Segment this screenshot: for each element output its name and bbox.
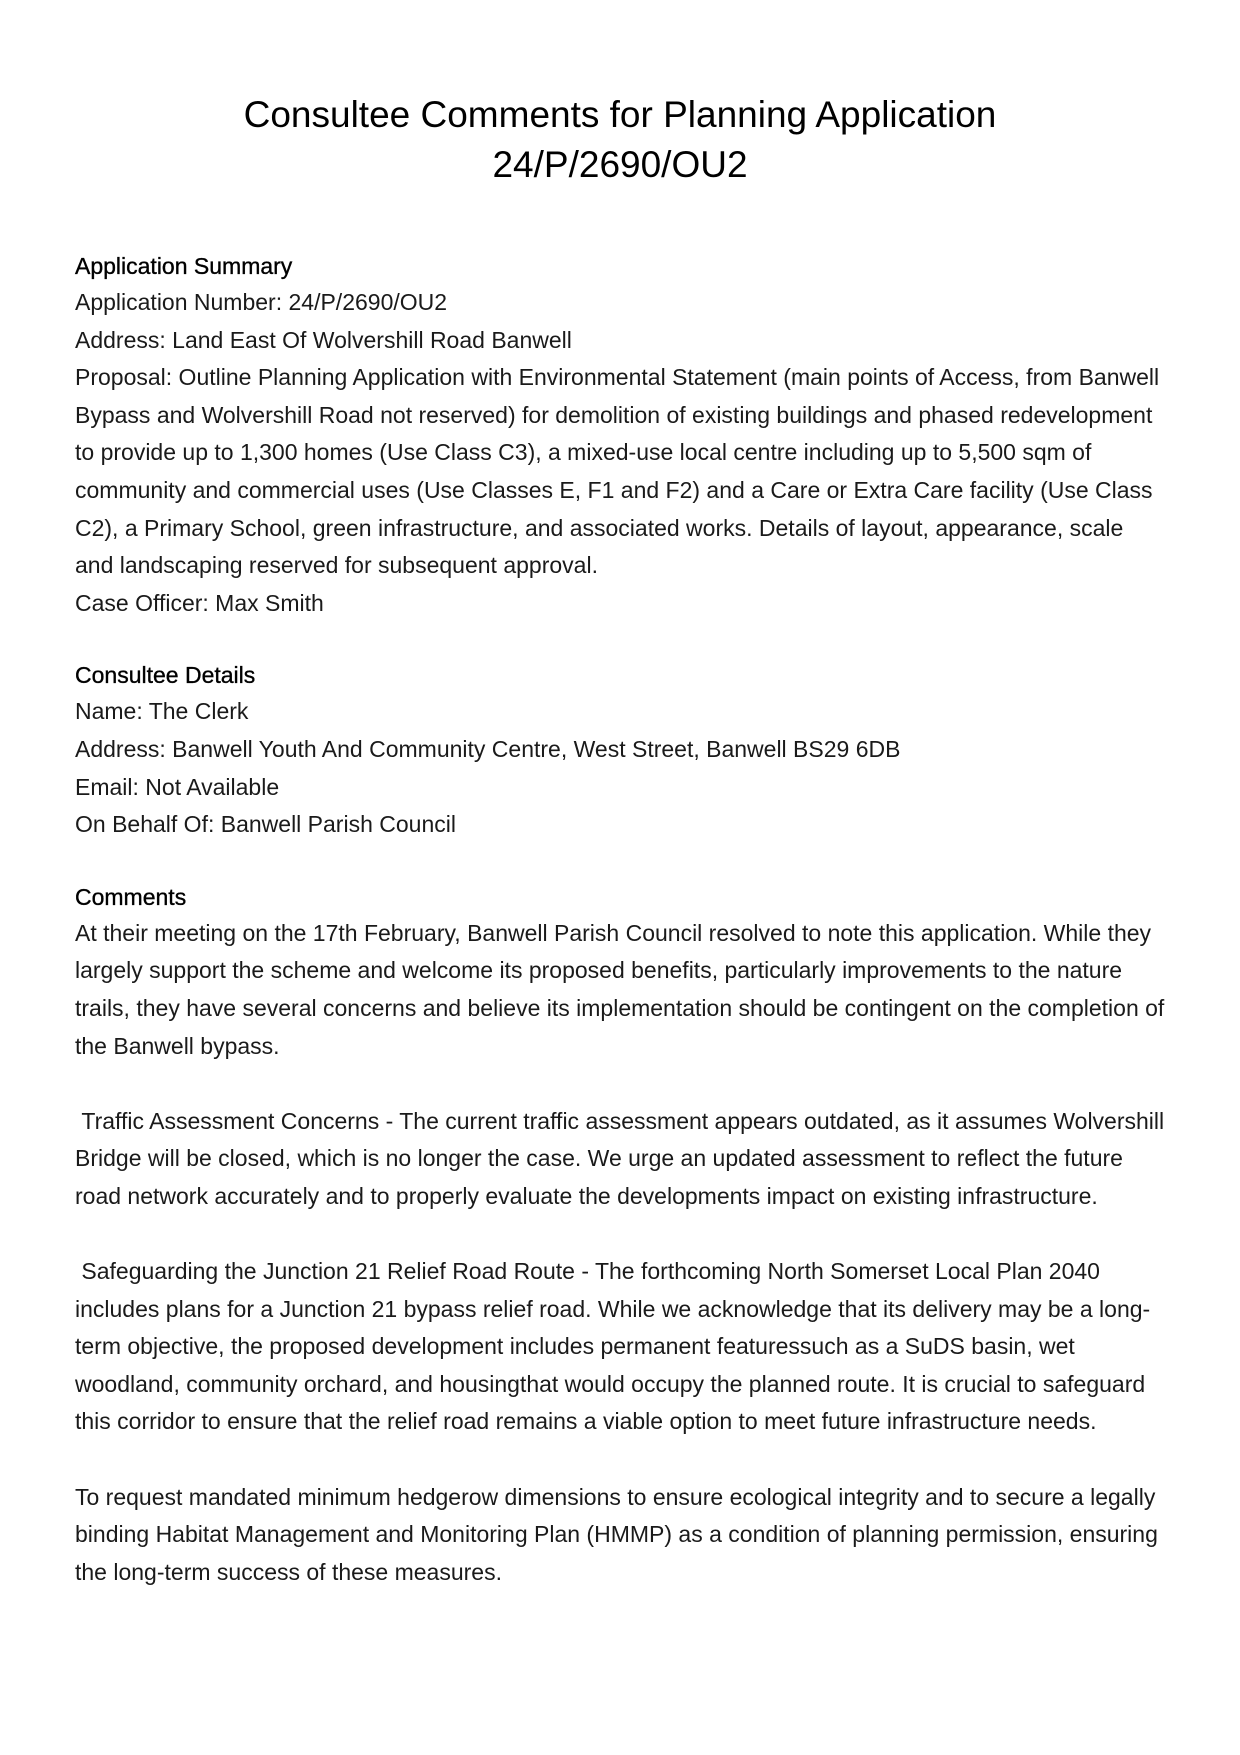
application-summary-heading: Application Summary (75, 253, 293, 279)
comment-paragraph: At their meeting on the 17th February, Banwell Parish Council resolved to note this application. While they largely support the scheme and welcome its proposed benefits, particularly improvements to the nature trails, they have several concerns and believe its implementation should be contingent on the completion of the Banwell bypass. (75, 919, 1165, 1059)
application-number: Application Number: 24/P/2690/OU2 (75, 289, 448, 315)
comment-paragraph: To request mandated minimum hedgerow dimensions to ensure ecological integrity and to secure a legally binding Habitat Management and Monitoring Plan (HMMP) as a condition of planning permission, ensuring the long-term success of these measures. (75, 1483, 1158, 1585)
page-title-line-1: Consultee Comments for Planning Application (243, 94, 997, 135)
page-title (75, 90, 1165, 190)
consultee-details-heading: Consultee Details (75, 662, 256, 689)
consultee-address: Address: Banwell Youth And Community Centre, West Street, Banwell BS29 6DB (75, 735, 901, 762)
application-proposal: Proposal: Outline Planning Application with Environmental Statement (main points of Access, from Banwell Bypass and Wolvershill Road not reserved) for demolition of existing buildings and phased redevelopment to provide up to 1,300 homes (Use Class C3), a mixed-use local centre including up to 5,500 sqm of community and commercial uses (Use Classes E, F1 and F2) and a Care or Extra Care facility (Use Class C2), a Primary School, green infrastructure, and associated works. Details of layout, appearance, scale and landscaping reserved for subsequent approval. (75, 364, 1160, 579)
comment-paragraph: Traffic Assessment Concerns - The current traffic assessment appears outdated, as it assumes Wolvershill Bridge will be closed, which is no longer the case. We urge an updated assessment to reflect the future road network accurately and to properly evaluate the developments impact on existing infrastructure. (75, 1107, 1171, 1209)
application-address: Address: Land East Of Wolvershill Road Banwell (75, 326, 572, 353)
consultee-on-behalf-of: On Behalf Of: Banwell Parish Council (75, 811, 456, 838)
consultee-email: Email: Not Available (75, 773, 280, 800)
consultee-name: Name: The Clerk (75, 698, 249, 725)
comment-paragraph: Safeguarding the Junction 21 Relief Road Route - The forthcoming North Somerset Local Plan 2040 includes plans for a Junction 21 bypass relief road. While we acknowledge that its delivery may be a long-term objective, the proposed development includes permanent featuressuch as a SuDS basin, wet woodland, community orchard, and housingthat would occupy the planned route. It is crucial to safeguard this corridor to ensure that the relief road remains a viable option to meet future infrastructure needs. (75, 1258, 1152, 1435)
page-title-line-2: 24/P/2690/OU2 (492, 144, 748, 185)
comments-heading: Comments (75, 883, 187, 910)
consultee-details-section (75, 657, 1165, 843)
case-officer: Case Officer: Max Smith (75, 589, 324, 616)
comments-section (75, 879, 1171, 1592)
application-summary-section (75, 248, 1165, 622)
